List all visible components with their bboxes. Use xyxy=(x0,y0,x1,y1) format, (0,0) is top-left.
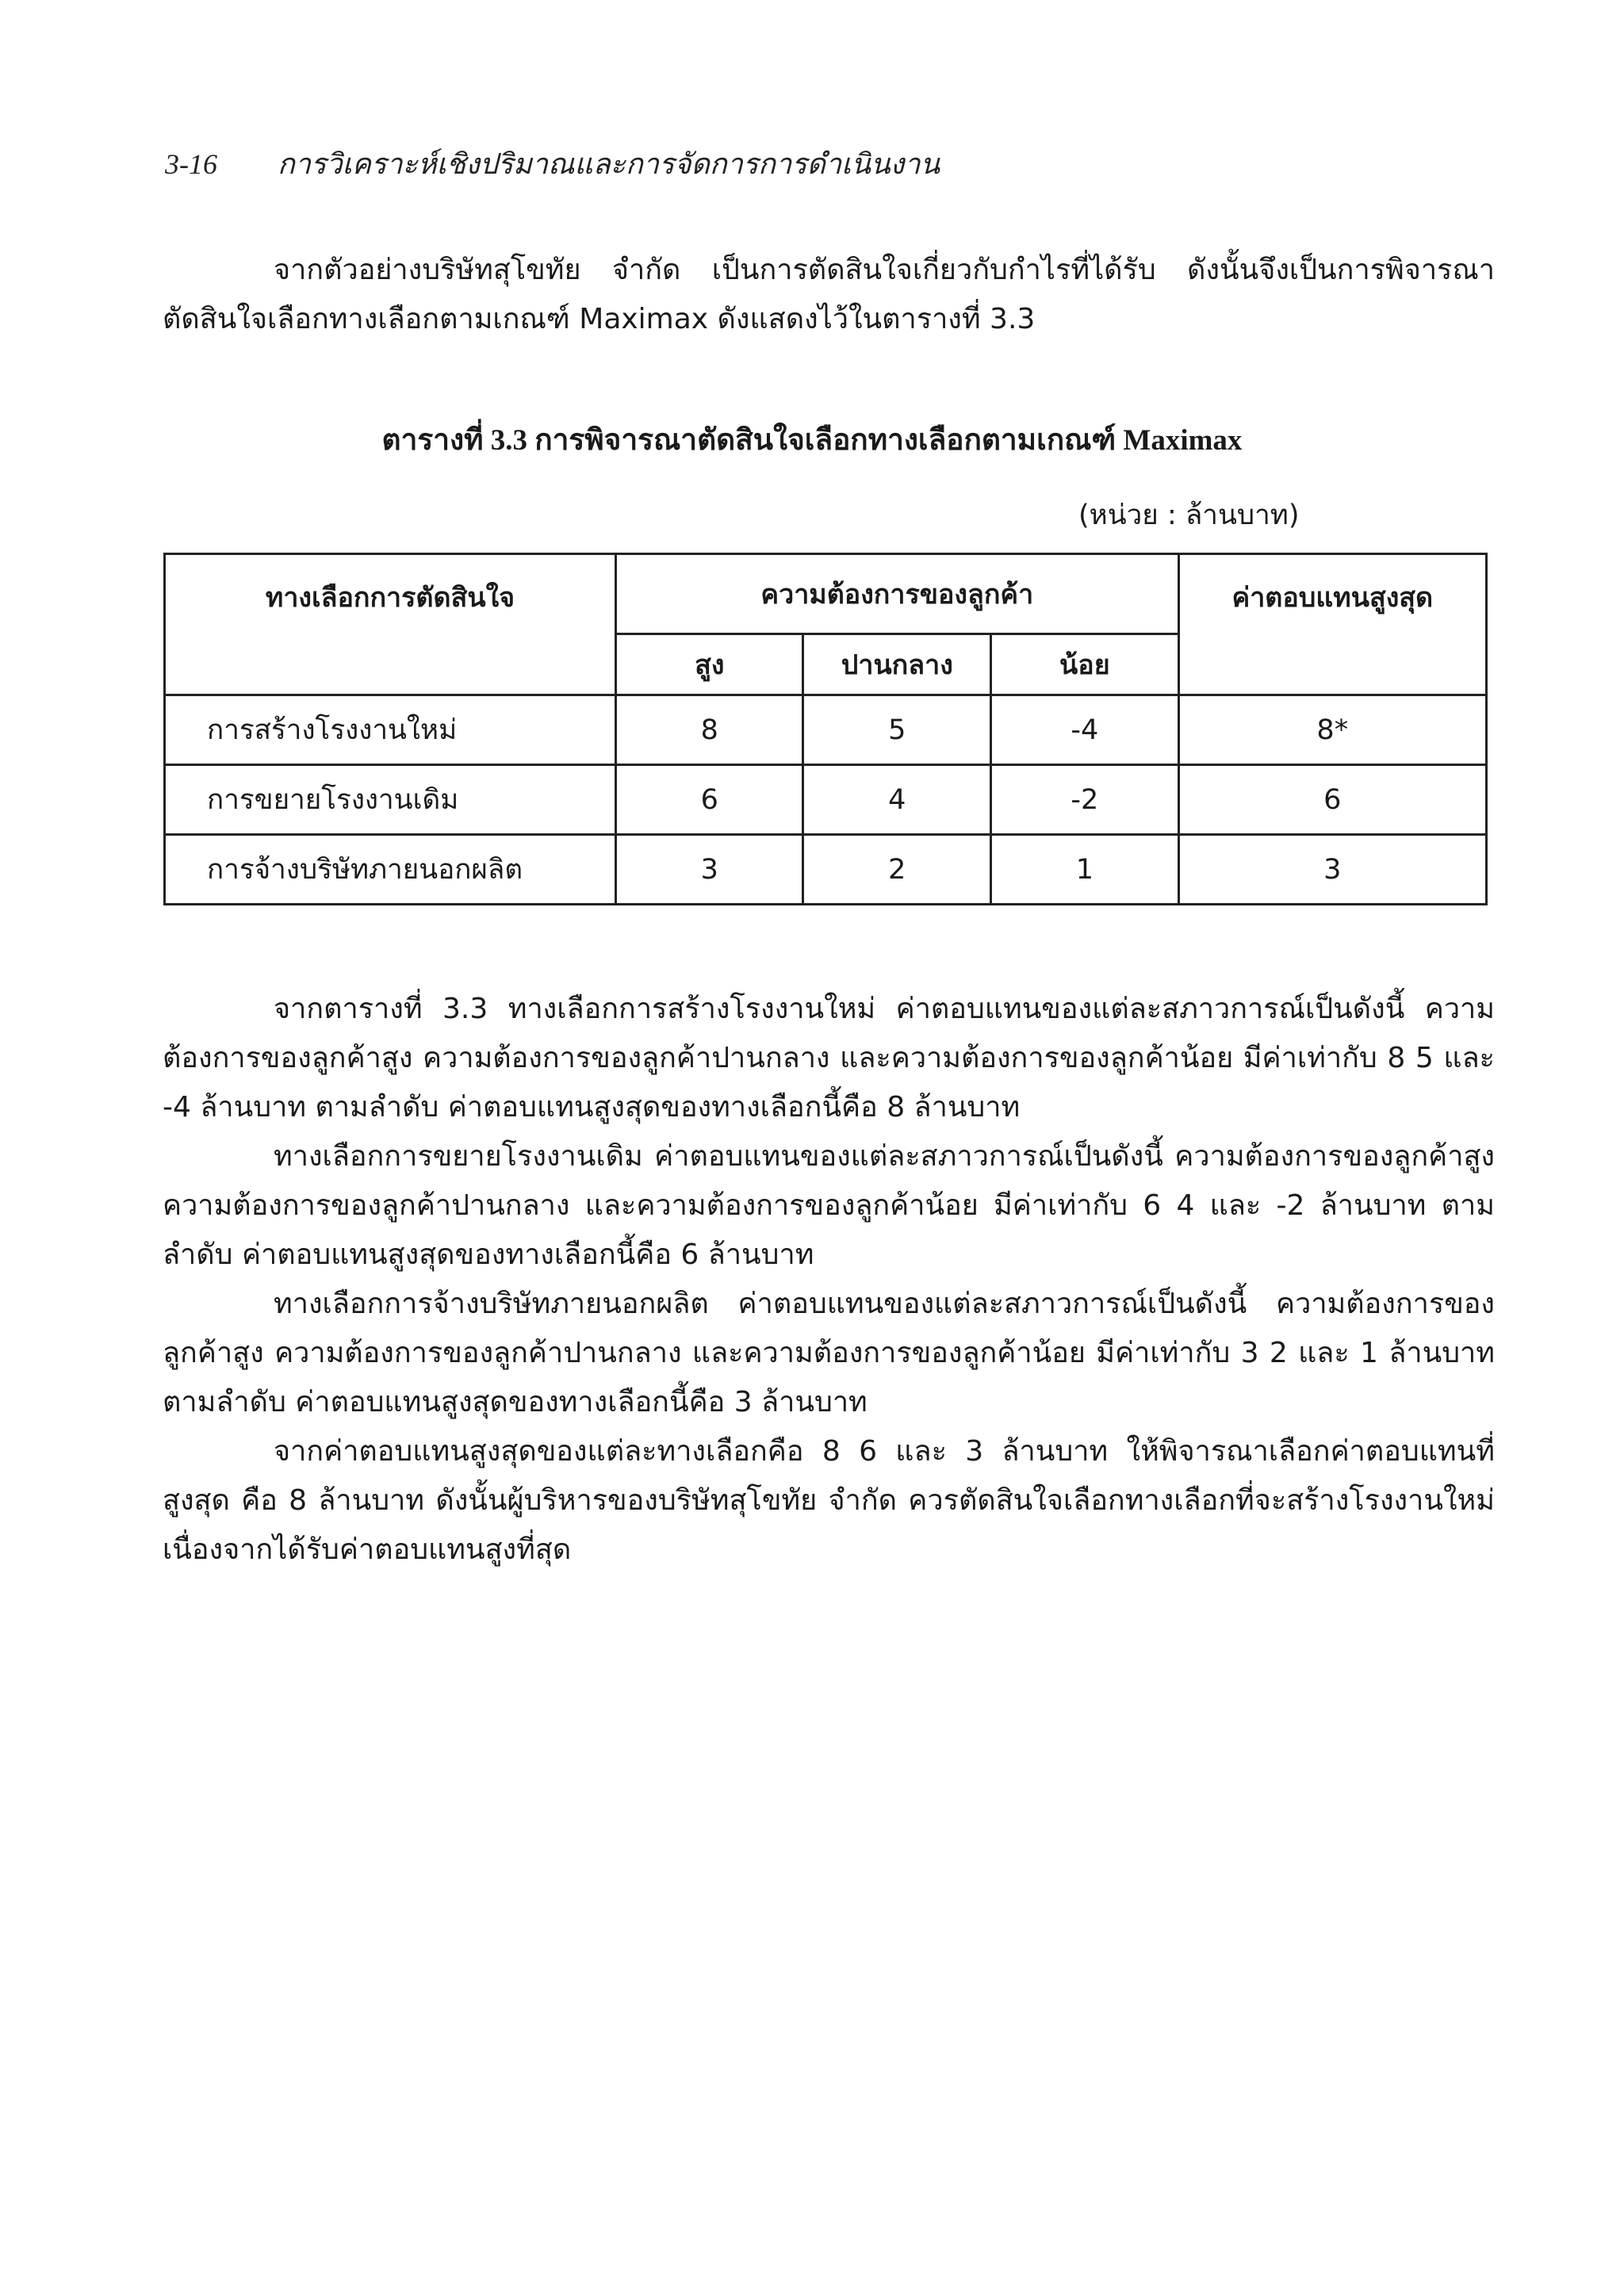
paragraph-outsource: ทางเลือกการจ้างบริษัทภายนอกผลิต ค่าตอบแทนของแต่ละสภาวการณ์เป็นดังนี้ ความต้องการของลูกค้าสูง ความต้องการของลูกค้าปานกลาง และความต้องการของลูกค้าน้อย มีค่าเท่ากับ 3 2 และ 1 ล้านบาท ตามลำดับ ค่าตอบแทนสูงสุดของทางเลือกนี้คือ 3 ล้านบาท xyxy=(163,1288,1495,1418)
book-title: การวิเคราะห์เชิงปริมาณและการจัดการการดำเนินงาน xyxy=(278,148,940,180)
header-alternatives: ทางเลือกการตัดสินใจ xyxy=(165,554,616,695)
cell-max: 3 xyxy=(1178,835,1486,905)
cell-high: 6 xyxy=(616,765,803,835)
paragraph-expand-plant: ทางเลือกการขยายโรงงานเดิม ค่าตอบแทนของแต่ละสภาวการณ์เป็นดังนี้ ความต้องการของลูกค้าสูง ความต้องการของลูกค้าปานกลาง และความต้องการของลูกค้าน้อย มีค่าเท่ากับ 6 4 และ -2 ล้านบาท ตามลำดับ ค่าตอบแทนสูงสุดของทางเลือกนี้คือ 6 ล้านบาท xyxy=(163,1140,1495,1271)
cell-medium: 4 xyxy=(803,765,991,835)
cell-max: 8* xyxy=(1178,695,1486,765)
cell-high: 3 xyxy=(616,835,803,905)
maximax-table xyxy=(163,553,1488,905)
page-number: 3-16 xyxy=(165,148,217,180)
cell-low: -4 xyxy=(991,695,1179,765)
cell-medium: 5 xyxy=(803,695,991,765)
table-unit-note: (หน่วย : ล้านบาท) xyxy=(1078,500,1300,531)
cell-low: 1 xyxy=(991,835,1179,905)
header-max-payoff: ค่าตอบแทนสูงสุด xyxy=(1178,554,1486,695)
paragraph-new-plant: จากตารางที่ 3.3 ทางเลือกการสร้างโรงงานใหม่ ค่าตอบแทนของแต่ละสภาวการณ์เป็นดังนี้ ความต้องการของลูกค้าสูง ความต้องการของลูกค้าปานกลาง และความต้องการของลูกค้าน้อย มีค่าเท่ากับ 8 5 และ -4 ล้านบาท ตามลำดับ ค่าตอบแทนสูงสุดของทางเลือกนี้คือ 8 ล้านบาท xyxy=(163,993,1495,1124)
analysis-paragraphs xyxy=(163,985,1495,1575)
table-caption: ตารางที่ 3.3 การพิจารณาตัดสินใจเลือกทางเลือกตามเกณฑ์ Maximax xyxy=(381,424,1243,457)
cell-max: 6 xyxy=(1178,765,1486,835)
header-high: สูง xyxy=(616,634,803,695)
running-header xyxy=(165,141,940,186)
row-label: การสร้างโรงงานใหม่ xyxy=(165,695,616,765)
header-medium: ปานกลาง xyxy=(803,634,991,695)
paragraph-conclusion: จากค่าตอบแทนสูงสุดของแต่ละทางเลือกคือ 8 6 และ 3 ล้านบาท ให้พิจารณาเลือกค่าตอบแทนที่สูงสุด คือ 8 ล้านบาท ดังนั้นผู้บริหารของบริษัทสุโขทัย จำกัด ควรตัดสินใจเลือกทางเลือกที่จะสร้างโรงงานใหม่ เนื่องจากได้รับค่าตอบแทนสูงที่สุด xyxy=(163,1435,1495,1566)
cell-low: -2 xyxy=(991,765,1179,835)
row-label: การจ้างบริษัทภายนอกผลิต xyxy=(165,835,616,905)
header-low: น้อย xyxy=(991,634,1179,695)
table-row xyxy=(165,695,1487,765)
cell-medium: 2 xyxy=(803,835,991,905)
table-row xyxy=(165,765,1487,835)
intro-paragraph-block xyxy=(163,246,1495,344)
table-row xyxy=(165,835,1487,905)
header-demand: ความต้องการของลูกค้า xyxy=(616,554,1179,634)
intro-paragraph: จากตัวอย่างบริษัทสุโขทัย จำกัด เป็นการตัดสินใจเกี่ยวกับกำไรที่ได้รับ ดังนั้นจึงเป็นการพิจารณาตัดสินใจเลือกทางเลือกตามเกณฑ์ Maximax ดังแสดงไว้ในตารางที่ 3.3 xyxy=(163,254,1495,335)
row-label: การขยายโรงงานเดิม xyxy=(165,765,616,835)
cell-high: 8 xyxy=(616,695,803,765)
